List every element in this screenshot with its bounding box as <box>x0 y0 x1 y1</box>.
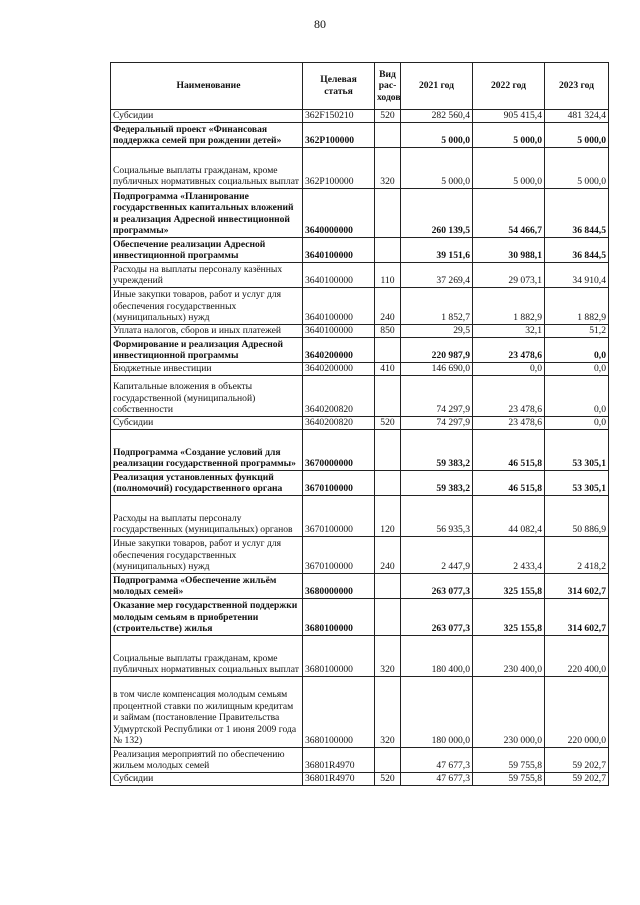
row-2021: 39 151,6 <box>401 238 473 263</box>
row-2023: 59 202,7 <box>545 748 609 773</box>
table-row <box>111 263 609 288</box>
table-row <box>111 338 609 363</box>
row-kind: 520 <box>375 110 401 123</box>
row-2022: 230 400,0 <box>473 636 545 677</box>
row-code: 362F150210 <box>303 110 375 123</box>
table-row <box>111 574 609 599</box>
row-kind <box>375 574 401 599</box>
table-row <box>111 430 609 471</box>
row-code: 3670100000 <box>303 537 375 574</box>
row-2023: 0,0 <box>545 417 609 430</box>
row-2022: 30 988,1 <box>473 238 545 263</box>
row-2022: 230 000,0 <box>473 677 545 748</box>
table-row <box>111 325 609 338</box>
row-kind <box>375 238 401 263</box>
row-2023: 0,0 <box>545 338 609 363</box>
row-2021: 2 447,9 <box>401 537 473 574</box>
row-2021: 5 000,0 <box>401 148 473 189</box>
row-code: 36801R4970 <box>303 773 375 786</box>
row-name: Капитальные вложения в объекты государственной (муниципальной) собственности <box>111 376 303 417</box>
row-2023: 59 202,7 <box>545 773 609 786</box>
row-2021: 282 560,4 <box>401 110 473 123</box>
table-row <box>111 677 609 748</box>
row-kind <box>375 471 401 496</box>
table-row <box>111 238 609 263</box>
row-kind: 120 <box>375 496 401 537</box>
row-code: 3640200000 <box>303 338 375 363</box>
table-row <box>111 363 609 376</box>
row-2021: 5 000,0 <box>401 123 473 148</box>
row-code: 3640200000 <box>303 363 375 376</box>
row-kind <box>375 599 401 636</box>
row-2021: 263 077,3 <box>401 599 473 636</box>
row-2021: 56 935,3 <box>401 496 473 537</box>
table-row <box>111 110 609 123</box>
table-row <box>111 471 609 496</box>
row-2021: 146 690,0 <box>401 363 473 376</box>
row-code: 36801R4970 <box>303 748 375 773</box>
row-2023: 1 882,9 <box>545 288 609 325</box>
budget-table <box>110 62 609 786</box>
row-name: Расходы на выплаты персоналу казённых учреждений <box>111 263 303 288</box>
row-kind: 410 <box>375 363 401 376</box>
header-2021: 2021 год <box>401 63 473 110</box>
table-row <box>111 748 609 773</box>
table-row <box>111 376 609 417</box>
row-name: Реализация установленных функций (полномочий) государственного органа <box>111 471 303 496</box>
row-code: 3680100000 <box>303 599 375 636</box>
row-2021: 47 677,3 <box>401 773 473 786</box>
row-code: 3670100000 <box>303 471 375 496</box>
row-name: Иные закупки товаров, работ и услуг для обеспечения государственных (муниципальных) нужд <box>111 288 303 325</box>
row-name: Социальные выплаты гражданам, кроме публичных нормативных социальных выплат <box>111 636 303 677</box>
row-name: Федеральный проект «Финансовая поддержка семей при рождении детей» <box>111 123 303 148</box>
page-number: 80 <box>314 17 326 31</box>
table-row <box>111 773 609 786</box>
row-2023: 481 324,4 <box>545 110 609 123</box>
row-2021: 260 139,5 <box>401 189 473 238</box>
row-name: Уплата налогов, сборов и иных платежей <box>111 325 303 338</box>
row-2022: 23 478,6 <box>473 376 545 417</box>
table-row <box>111 189 609 238</box>
row-2023: 53 305,1 <box>545 430 609 471</box>
header-kind: Вид рас-ходов <box>375 63 401 110</box>
row-2021: 1 852,7 <box>401 288 473 325</box>
row-2022: 59 755,8 <box>473 773 545 786</box>
row-code: 3640200820 <box>303 417 375 430</box>
table-row <box>111 496 609 537</box>
row-name: Подпрограмма «Создание условий для реализации государственной программы» <box>111 430 303 471</box>
row-2023: 34 910,4 <box>545 263 609 288</box>
row-code: 3670100000 <box>303 496 375 537</box>
row-2022: 59 755,8 <box>473 748 545 773</box>
header-2023: 2023 год <box>545 63 609 110</box>
row-2021: 220 987,9 <box>401 338 473 363</box>
row-2023: 36 844,5 <box>545 189 609 238</box>
row-2022: 29 073,1 <box>473 263 545 288</box>
header-2022: 2022 год <box>473 63 545 110</box>
table-header-row <box>111 63 609 110</box>
row-name: Подпрограмма «Планирование государственных капитальных вложений и реализация Адресной инвестиционной программы» <box>111 189 303 238</box>
row-name: Бюджетные инвестиции <box>111 363 303 376</box>
row-kind: 320 <box>375 148 401 189</box>
row-2023: 314 602,7 <box>545 599 609 636</box>
row-kind: 240 <box>375 288 401 325</box>
row-2021: 59 383,2 <box>401 471 473 496</box>
row-2023: 314 602,7 <box>545 574 609 599</box>
row-code: 3680100000 <box>303 677 375 748</box>
row-name: Оказание мер государственной поддержки молодым семьям в приобретении (строительстве) жилья <box>111 599 303 636</box>
row-2022: 1 882,9 <box>473 288 545 325</box>
row-name: Расходы на выплаты персоналу государственных (муниципальных) органов <box>111 496 303 537</box>
row-code: 3680000000 <box>303 574 375 599</box>
row-2022: 325 155,8 <box>473 599 545 636</box>
table-row <box>111 537 609 574</box>
row-kind <box>375 430 401 471</box>
row-name: Субсидии <box>111 417 303 430</box>
row-2021: 180 000,0 <box>401 677 473 748</box>
row-2023: 0,0 <box>545 376 609 417</box>
row-2022: 905 415,4 <box>473 110 545 123</box>
row-code: 3640100000 <box>303 263 375 288</box>
row-code: 3640200820 <box>303 376 375 417</box>
row-name: Субсидии <box>111 773 303 786</box>
row-2022: 23 478,6 <box>473 417 545 430</box>
row-2021: 37 269,4 <box>401 263 473 288</box>
row-code: 362P100000 <box>303 148 375 189</box>
table-row <box>111 636 609 677</box>
row-name: Субсидии <box>111 110 303 123</box>
row-kind <box>375 123 401 148</box>
header-name: Наименование <box>111 63 303 110</box>
row-2023: 220 400,0 <box>545 636 609 677</box>
table-row <box>111 417 609 430</box>
row-code: 3640100000 <box>303 238 375 263</box>
row-2022: 46 515,8 <box>473 471 545 496</box>
row-2023: 36 844,5 <box>545 238 609 263</box>
row-2023: 50 886,9 <box>545 496 609 537</box>
row-kind <box>375 338 401 363</box>
row-name: в том числе компенсация молодым семьям процентной ставки по жилищным кредитам и займам (постановление Правительства Удмуртской Республики от 1 июня 2009 года № 132) <box>111 677 303 748</box>
row-2022: 32,1 <box>473 325 545 338</box>
row-name: Подпрограмма «Обеспечение жильём молодых семей» <box>111 574 303 599</box>
row-2022: 2 433,4 <box>473 537 545 574</box>
row-2022: 5 000,0 <box>473 148 545 189</box>
row-2022: 325 155,8 <box>473 574 545 599</box>
row-2023: 0,0 <box>545 363 609 376</box>
row-code: 3670000000 <box>303 430 375 471</box>
row-2021: 180 400,0 <box>401 636 473 677</box>
row-2022: 54 466,7 <box>473 189 545 238</box>
row-kind: 240 <box>375 537 401 574</box>
row-2021: 59 383,2 <box>401 430 473 471</box>
row-2023: 51,2 <box>545 325 609 338</box>
row-kind: 110 <box>375 263 401 288</box>
row-name: Иные закупки товаров, работ и услуг для обеспечения государственных (муниципальных) нужд <box>111 537 303 574</box>
table-row <box>111 148 609 189</box>
row-2021: 74 297,9 <box>401 417 473 430</box>
row-kind <box>375 748 401 773</box>
row-2021: 74 297,9 <box>401 376 473 417</box>
row-2022: 46 515,8 <box>473 430 545 471</box>
row-kind: 320 <box>375 636 401 677</box>
row-2022: 23 478,6 <box>473 338 545 363</box>
row-kind <box>375 376 401 417</box>
row-2023: 5 000,0 <box>545 123 609 148</box>
row-kind: 850 <box>375 325 401 338</box>
row-code: 3640100000 <box>303 288 375 325</box>
row-2022: 44 082,4 <box>473 496 545 537</box>
row-code: 362P100000 <box>303 123 375 148</box>
row-kind <box>375 189 401 238</box>
row-2021: 263 077,3 <box>401 574 473 599</box>
row-2023: 5 000,0 <box>545 148 609 189</box>
table-row <box>111 288 609 325</box>
row-code: 3680100000 <box>303 636 375 677</box>
row-name: Формирование и реализация Адресной инвестиционной программы <box>111 338 303 363</box>
table-row <box>111 123 609 148</box>
row-name: Реализация мероприятий по обеспечению жильем молодых семей <box>111 748 303 773</box>
row-kind: 520 <box>375 773 401 786</box>
row-kind: 520 <box>375 417 401 430</box>
row-2023: 2 418,2 <box>545 537 609 574</box>
row-2022: 0,0 <box>473 363 545 376</box>
table-row <box>111 599 609 636</box>
row-code: 3640100000 <box>303 325 375 338</box>
row-2021: 47 677,3 <box>401 748 473 773</box>
row-2023: 53 305,1 <box>545 471 609 496</box>
row-name: Социальные выплаты гражданам, кроме публичных нормативных социальных выплат <box>111 148 303 189</box>
row-2022: 5 000,0 <box>473 123 545 148</box>
row-name: Обеспечение реализации Адресной инвестиционной программы <box>111 238 303 263</box>
row-2021: 29,5 <box>401 325 473 338</box>
row-2023: 220 000,0 <box>545 677 609 748</box>
row-kind: 320 <box>375 677 401 748</box>
header-code: Целевая статья <box>303 63 375 110</box>
row-code: 3640000000 <box>303 189 375 238</box>
